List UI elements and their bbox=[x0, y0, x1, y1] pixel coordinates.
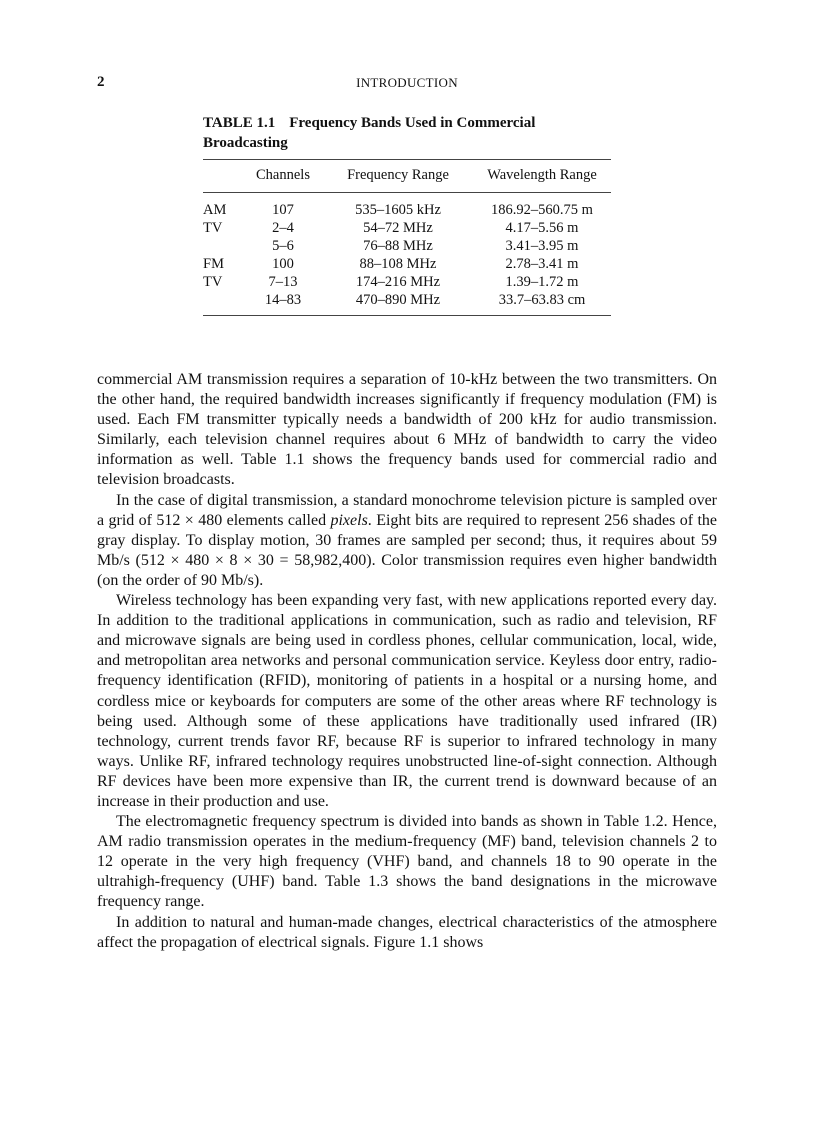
column-header: Frequency Range bbox=[347, 167, 449, 183]
table-cell: TV bbox=[203, 220, 223, 236]
table-row bbox=[203, 219, 611, 237]
table-header-row bbox=[203, 160, 611, 192]
paragraph: In the case of digital transmission, a standard monochrome television picture is sampled over a grid of 512 × 480 elements called pixels. Eight bits are required to represent 256 shades of the gray display. To display motion, 30 frames are sampled per second; thus, it requires about 59 Mb/s (512 × 480 × 8 × 30 = 58,982,400). Color transmission requires even higher bandwidth (on the order of 90 Mb/s). bbox=[97, 491, 717, 589]
table-label: TABLE 1.1 bbox=[203, 115, 276, 131]
running-title: INTRODUCTION bbox=[356, 75, 458, 90]
table-row bbox=[203, 201, 611, 219]
paragraph: The electromagnetic frequency spectrum is divided into bands as shown in Table 1.2. Hence, AM radio transmission operates in the medium-frequency (MF) band, television channels 2 to 12 operate in the very high frequency (VHF) band, and channels 18 to 90 operate in the ultrahigh-frequency (UHF) band. Table 1.3 shows the band designations in the microwave frequency range. bbox=[97, 813, 717, 911]
table-cell: 54–72 MHz bbox=[363, 220, 433, 236]
table-cell: 2–4 bbox=[272, 220, 294, 236]
table-bottom-rule bbox=[203, 315, 611, 316]
table-row bbox=[203, 237, 611, 255]
table-cell: 14–83 bbox=[264, 292, 302, 308]
table-cell: 5–6 bbox=[272, 238, 294, 254]
table-cell: 1.39–1.72 m bbox=[505, 274, 579, 290]
column-header: Channels bbox=[256, 167, 310, 183]
table-cell: 33.7–63.83 cm bbox=[498, 292, 586, 308]
table-cell: 3.41–3.95 m bbox=[505, 238, 579, 254]
table-cell: 107 bbox=[272, 202, 294, 218]
table-cell: 100 bbox=[272, 256, 294, 272]
table-cell: TV bbox=[203, 274, 223, 290]
page-number: 2 bbox=[97, 74, 105, 90]
frequency-bands-table bbox=[203, 160, 611, 315]
table-cell: 174–216 MHz bbox=[355, 274, 441, 290]
paragraph: Wireless technology has been expanding very fast, with new applications reported every day. In addition to the traditional applications in communication, such as radio and television, RF and microwave signals are being used in cordless phones, cellular communication, local, wide, and metropolitan area networks and personal communication service. Keyless door entry, radio-frequency identification (RFID), monitoring of patients in a hospital or a nursing home, and cordless mice or keyboards for computers are some of the other areas where RF technology is being used. Although some of these applications have traditionally used infrared (IR) technology, current trends favor RF, because RF is superior to infrared technology in many ways. Unlike RF, infrared technology requires unobstructed line-of-sight connection. Although RF devices have been more expensive than IR, the current trend is downward because of an increase in their production and use. bbox=[97, 592, 717, 810]
table-caption bbox=[203, 113, 611, 153]
pixels-term: pixels bbox=[330, 511, 368, 529]
table-row bbox=[203, 255, 611, 273]
table-title: Frequency Bands Used in Commercial Broadcasting bbox=[203, 115, 536, 151]
body-text bbox=[97, 370, 717, 953]
column-header bbox=[203, 160, 243, 192]
table-cell: FM bbox=[203, 256, 224, 272]
table-1-1 bbox=[203, 113, 611, 316]
table-cell: 76–88 MHz bbox=[363, 238, 433, 254]
table-cell: 4.17–5.56 m bbox=[505, 220, 579, 236]
table-cell bbox=[203, 291, 243, 309]
paragraph: In addition to natural and human-made changes, electrical characteristics of the atmosphere affect the propagation of electrical signals. Figure 1.1 shows bbox=[97, 913, 717, 951]
table-cell: AM bbox=[203, 202, 227, 218]
table-cell: 470–890 MHz bbox=[355, 292, 441, 308]
paragraph: commercial AM transmission requires a separation of 10-kHz between the two transmitters. On the other hand, the required bandwidth increases significantly if frequency modulation (FM) is used. Each FM transmitter typically needs a bandwidth of 200 kHz for audio transmission. Similarly, each television channel requires about 6 MHz of bandwidth to carry the video information as well. Table 1.1 shows the frequency bands used for commercial radio and television broadcasts. bbox=[97, 371, 717, 489]
column-header: Wavelength Range bbox=[487, 167, 597, 183]
table-cell: 186.92–560.75 m bbox=[491, 202, 593, 218]
table-cell: 535–1605 kHz bbox=[355, 202, 441, 218]
table-cell: 88–108 MHz bbox=[359, 256, 437, 272]
running-header bbox=[97, 74, 717, 94]
table-cell bbox=[203, 237, 243, 255]
table-cell: 7–13 bbox=[268, 274, 298, 290]
table-row bbox=[203, 273, 611, 291]
table-cell: 2.78–3.41 m bbox=[505, 256, 579, 272]
table-row bbox=[203, 291, 611, 309]
